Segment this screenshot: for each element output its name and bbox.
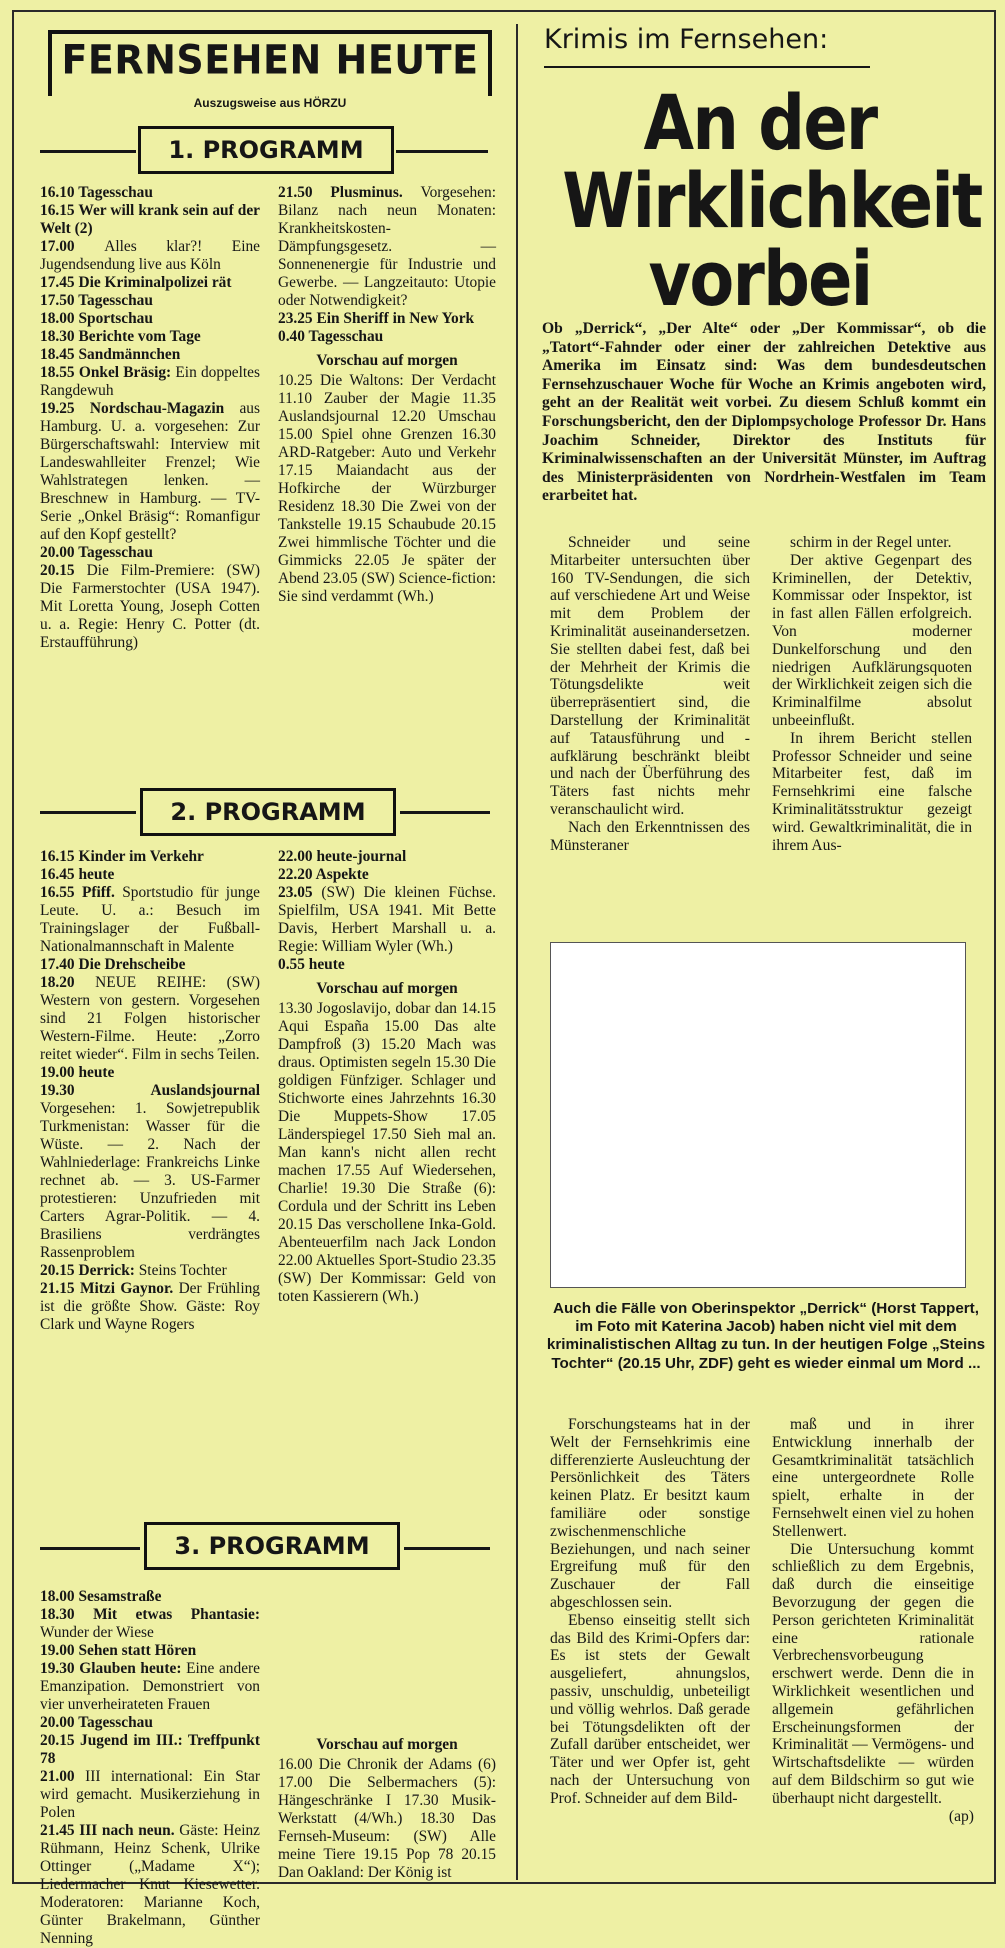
entry-time: 18.00 xyxy=(40,310,79,327)
entry-title: Pfiff. xyxy=(81,884,123,901)
program-entry xyxy=(278,884,496,956)
program-entry xyxy=(278,956,496,974)
entry-title: Wer will krank sein auf der Welt (2) xyxy=(40,202,260,237)
entry-time: 20.00 xyxy=(40,1714,79,1731)
entry-title: Glauben heute: xyxy=(79,1660,187,1677)
entry-title: heute xyxy=(308,956,345,973)
article-paragraph: Die Untersuchung kommt schließlich zu dem Ergebnis, daß durch die einseitige Bevorzugung der gegen die Person gerichteten Kriminalität eine rationale Verbrechensvorbeugung erschwert werde. Denn die in Wirklichkeit wesentlichen und allgemein gefährlichen Erscheinungsformen der Kriminalität — Vermögens- und Wirtschaftsdelikte — würden auf dem Bildschirm so gut wie überhaupt nicht dargestellt. xyxy=(772,1540,974,1807)
entry-title: Onkel Bräsig: xyxy=(78,364,176,381)
entry-title: Berichte vom Tage xyxy=(78,328,201,345)
program-entry xyxy=(40,184,260,202)
program-entry xyxy=(40,848,260,866)
entry-time: 21.00 xyxy=(40,1768,86,1785)
article-body-top-left xyxy=(550,534,750,854)
section-rule-left xyxy=(40,150,136,153)
program-entry xyxy=(40,1732,260,1768)
program-entry xyxy=(40,364,260,400)
article-paragraph: Nach den Erkenntnissen des Münsteraner xyxy=(550,818,750,854)
entry-description: NEUE REIHE: (SW) Western von gestern. Vorgesehen sind 21 Folgen historischer Western-Filme. Heute: „Zorro reitet wieder“. Film in sechs Teilen. xyxy=(40,974,260,1063)
program-entry xyxy=(40,1714,260,1732)
program-entry xyxy=(40,274,260,292)
program-entry xyxy=(40,292,260,310)
program-entry xyxy=(278,848,496,866)
entry-title: Jugend im III.: Treffpunkt 78 xyxy=(40,1732,260,1767)
program-entry xyxy=(40,884,260,956)
program-entry xyxy=(278,184,496,310)
article-paragraph: In ihrem Bericht stellen Professor Schneider und seine Mitarbeiter fest, daß im Fernsehkrimi eine falsche Kriminalitätsstruktur gezeigt wird. Gewaltkriminalität, die in ihrem Aus- xyxy=(772,729,972,854)
entry-time: 16.10 xyxy=(40,184,79,201)
program-entry xyxy=(40,1606,260,1642)
program-entry xyxy=(40,544,260,562)
program-entry xyxy=(40,202,260,238)
entry-time: 16.15 xyxy=(40,848,79,865)
entry-description: Die Film-Premiere: (SW) Die Farmerstochter (USA 1947). Mit Loretta Young, Joseph Cotten u. a. Regie: Henry C. Potter (dt. Erstaufführung) xyxy=(40,562,260,651)
program-entry xyxy=(40,866,260,884)
program-entry xyxy=(40,1064,260,1082)
entry-time: 19.30 xyxy=(40,1082,151,1099)
entry-time: 17.00 xyxy=(40,238,105,255)
entry-title: Sandmännchen xyxy=(78,346,181,363)
article-paragraph: Der aktive Gegenpart des Kriminellen, der Detektiv, Kommissar oder Inspektor, ist in fast allen Fällen erfolgreich. Von moderner Dunkelforschung und den niedrigen Aufklärungsquoten der Wirklichkeit zeigen sich die Kriminalfilme absolut unbeeinflußt. xyxy=(772,551,972,729)
entry-description: Sportstudio für junge Leute. U. a.: Besuch im Trainingslager der Fußball-Nationalmannschaft in Malente xyxy=(40,884,260,955)
section-label-1: 1. PROGRAMM xyxy=(138,126,394,174)
preview-heading: Vorschau auf morgen xyxy=(316,980,458,997)
entry-time: 23.05 xyxy=(278,884,322,901)
section-rule-right xyxy=(400,811,490,814)
entry-title: Tagesschau xyxy=(78,292,153,309)
program-2-column-1 xyxy=(40,848,260,1334)
article-lead: Ob „Derrick“, „Der Alte“ oder „Der Kommissar“, ob die „Tatort“-Fahnder oder einer der zahlreichen Detektive aus Amerika im Einsatz sind: Was dem bundesdeutschen Fernsehzuschauer Woche für Woche an Krimis angeboten wird, geht an der Realität weit vorbei. Zu diesem Schluß kommt ein Forschungsbericht, den der Diplompsychologe Professor Dr. Hans Joachim Schneider, Direktor des Instituts für Kriminalwissenschaften an der Universität Münster, im Auftrag des Ministerpräsidenten von Nordrhein-Westfalen im Team erarbeitet hat. xyxy=(542,320,986,505)
article-paragraph: schirm in der Regel unter. xyxy=(790,534,952,551)
entry-time: 19.25 xyxy=(40,400,90,417)
program-1-column-2 xyxy=(278,184,496,606)
preview-text: 16.00 Die Chronik der Adams (6) 17.00 Die Selbermachers (5): Hängeschränke I 17.30 Musik-Werkstatt (4/Wh.) 18.30 Das Fernseh-Museum: (SW) Alle meine Tiere 19.15 Pop 78 20.15 Dan Oakland: Der König ist xyxy=(278,1756,496,1881)
program-entry xyxy=(278,328,496,346)
article-body-bottom-right xyxy=(772,1416,974,1825)
section-label-3: 3. PROGRAMM xyxy=(144,1522,400,1570)
kicker-rule xyxy=(544,66,870,68)
entry-time: 18.55 xyxy=(40,364,79,381)
entry-title: III nach neun. xyxy=(79,1822,180,1839)
entry-description: aus Hamburg. U. a. vorgesehen: Zur Bürgerschaftswahl: Interview mit Landeswahlleiter Frenzel; Wie Wahlstrategen lenken. — Breschnew in Hamburg. — TV-Serie „Onkel Bräsig“: Romanfigur auf den Kopf gestellt? xyxy=(40,400,260,543)
preview-heading: Vorschau auf morgen xyxy=(316,1736,458,1753)
article-paragraph: Ebenso einseitig stellt sich das Bild des Krimi-Opfers dar: Es ist stets der Gewalt ausgeliefert, ahnungslos, passiv, unschuldig, unbeteiligt und völlig wehrlos. Daß gerade bei Tötungsdelikten oft der Zufall darüber entscheidet, wer Täter und wer Opfer ist, geht nach der Untersuchung von Prof. Schneider auf dem Bild- xyxy=(550,1611,750,1807)
program-1-entries xyxy=(278,184,496,346)
tv-header-subtitle: Auszugsweise aus HÖRZU xyxy=(193,96,347,110)
entry-time: 17.50 xyxy=(40,292,79,309)
entry-description: Der Frühling ist die größte Show. Gäste: Roy Clark und Wayne Rogers xyxy=(40,1280,260,1333)
photo-caption: Auch die Fälle von Oberinspektor „Derrick“ (Horst Tappert, im Foto mit Katerina Jacob) haben nicht viel mit dem kriminalistischen Alltag zu tun. In der heutigen Folge „Steins Tochter“ (20.15 Uhr, ZDF) geht es wieder einmal um Mord ... xyxy=(546,1300,986,1372)
section-label-2: 2. PROGRAMM xyxy=(140,788,396,836)
entry-title: Kinder im Verkehr xyxy=(78,848,204,865)
entry-description: Wunder der Wiese xyxy=(40,1624,154,1641)
entry-description: Eine andere Emanzipation. Demonstriert von vier unverheirateten Frauen xyxy=(40,1660,260,1713)
entry-time: 17.40 xyxy=(40,956,79,973)
program-entry xyxy=(40,1822,260,1948)
program-3-column-2 xyxy=(278,1736,496,1882)
program-entry xyxy=(40,328,260,346)
program-1-column-1 xyxy=(40,184,260,652)
entry-title: Mitzi Gaynor. xyxy=(79,1280,179,1297)
entry-title: Nordschau-Magazin xyxy=(89,400,240,417)
entry-time: 0.55 xyxy=(278,956,309,973)
entry-title: Sesamstraße xyxy=(78,1588,162,1605)
entry-time: 17.45 xyxy=(40,274,79,291)
entry-time: 21.50 xyxy=(278,184,331,201)
entry-title: heute-journal xyxy=(316,848,407,865)
program-entry xyxy=(40,974,260,1064)
entry-title: Sehen statt Hören xyxy=(78,1642,197,1659)
entry-title: Ein Sheriff in New York xyxy=(316,310,475,327)
entry-title: Mit etwas Phantasie: xyxy=(93,1606,260,1623)
entry-time: 18.30 xyxy=(40,328,79,345)
program-3-column-1 xyxy=(40,1588,260,1948)
preview-text: 13.30 Jogoslavijo, dobar dan 14.15 Aqui España 15.00 Das alte Dampfroß (3) 15.20 Mach was draus. Optimisten segeln 15.30 Die goldigen Fünfziger. Schlager und Stichworte eines Jahrzehnts 16.30 Die Muppets-Show 17.05 Länderspiegel 17.50 Sieh mal an. Man kann's nicht allen recht machen 17.55 Auf Wiedersehen, Charlie! 19.30 Die Straße (6): Cordula und der Schritt ins Leben 20.15 Das verschollene Inka-Gold. Abenteuerfilm nach Jack London 22.00 Aktuelles Sport-Studio 23.35 (SW) Der Kommissar: Geld von toten Kassierern (Wh.) xyxy=(278,1000,496,1305)
entry-time: 18.20 xyxy=(40,974,96,991)
article-paragraph: maß und in ihrer Entwicklung innerhalb der Gesamtkriminalität tatsächlich eine untergeordnete Rolle spielt, erhalte in der Fernsehwelt einen viel zu hohen Stellenwert. xyxy=(772,1416,974,1540)
entry-time: 18.00 xyxy=(40,1588,79,1605)
entry-time: 16.15 xyxy=(40,202,79,219)
entry-title: Sportschau xyxy=(78,310,153,327)
entry-time: 22.00 xyxy=(278,848,317,865)
program-entry xyxy=(40,562,260,652)
program-entry xyxy=(40,1642,260,1660)
program-entry xyxy=(40,1588,260,1606)
entry-description: Vorgesehen: Bilanz nach neun Monaten: Krankheitskosten-Dämpfungsgesetz. — Sonnenenergie für Industrie und Gewerbe. — Langzeitauto: Utopie oder Notwendigkeit? xyxy=(278,184,496,309)
entry-title: Die Kriminalpolizei rät xyxy=(78,274,232,291)
entry-time: 19.30 xyxy=(40,1660,80,1677)
program-entry xyxy=(40,310,260,328)
program-entry xyxy=(40,1660,260,1714)
entry-title: Aspekte xyxy=(315,866,369,883)
program-entry xyxy=(40,400,260,544)
program-entry xyxy=(40,1082,260,1262)
entry-description: (SW) Die kleinen Füchse. Spielfilm, USA 1941. Mit Bette Davis, Herbert Marshall u. a. Regie: William Wyler (Wh.) xyxy=(278,884,496,955)
entry-time: 20.00 xyxy=(40,544,79,561)
entry-title: Tagesschau xyxy=(78,544,153,561)
entry-title: Plusminus. xyxy=(330,184,421,201)
entry-title: Die Drehscheibe xyxy=(78,956,186,973)
entry-title: heute xyxy=(78,866,115,883)
article-byline: (ap) xyxy=(948,1807,974,1825)
section-rule-right xyxy=(396,150,488,153)
entry-title: Auslandsjournal xyxy=(150,1082,260,1099)
article-kicker: Krimis im Fernsehen: xyxy=(544,24,829,55)
program-entry xyxy=(40,1262,260,1280)
entry-description: Ein doppeltes Rangdewuh xyxy=(40,364,260,399)
entry-time: 16.45 xyxy=(40,866,79,883)
entry-description: Gäste: Heinz Rühmann, Heinz Schenk, Ulrike Ottinger („Madame X“); Liedermacher Knut Kiesewetter. Moderatoren: Marianne Koch, Günter Brakelmann, Günther Nenning xyxy=(40,1822,260,1947)
article-paragraph: Forschungsteams hat in der Welt der Fernsehkrimis eine differenzierte Ausleuchtung der Persönlichkeit des Täters keinen Platz. Er besitzt kaum familiäre oder sonstige zwischenmenschliche Beziehungen, und nach seiner Ergreifung muß für den Zuschauer der Fall abgeschlossen sein. xyxy=(550,1416,750,1611)
entry-time: 21.45 xyxy=(40,1822,80,1839)
entry-description: Alles klar?! Eine Jugendsendung live aus Köln xyxy=(40,238,260,273)
entry-time: 19.00 xyxy=(40,1064,79,1081)
entry-time: 0.40 xyxy=(278,328,309,345)
article-paragraph: Schneider und seine Mitarbeiter untersuchten über 160 TV-Sendungen, die sich auf verschiedene Art und Weise mit dem Problem der Kriminalität auseinandersetzen. Sie stellten dabei fest, daß bei der Mehrheit der Krimis die Tötungsdelikte weit überrepräsentiert sind, die Darstellung der Kriminalität auf Tatausführung und -aufklärung beschränkt bleibt und nach der Überführung des Täters fast nichts mehr veranschaulicht wird. xyxy=(550,534,750,818)
program-entry xyxy=(40,1768,260,1822)
entry-time: 16.55 xyxy=(40,884,82,901)
entry-description: Vorgesehen: 1. Sowjetrepublik Turkmenistan: Wasser für die Wüste. — 2. Nach der Wahlniederlage: Frankreichs Linke rechnet ab. — 3. US-Farmer protestieren: Unzufrieden mit Carters Agrar-Politik. — 4. Brasiliens verdrängtes Rassenproblem xyxy=(40,1100,260,1261)
entry-time: 20.15 xyxy=(40,1262,79,1279)
article-body-bottom-left xyxy=(550,1416,750,1808)
program-entry xyxy=(40,1280,260,1334)
article-headline: An der Wirklichkeit vorbei xyxy=(562,78,982,323)
entry-title: Tagesschau xyxy=(308,328,384,345)
entry-title: heute xyxy=(78,1064,115,1081)
tv-header-title: FERNSEHEN HEUTE xyxy=(61,36,479,84)
entry-title: Derrick: xyxy=(78,1262,139,1279)
entry-time: 23.25 xyxy=(278,310,317,327)
article-body-top-right xyxy=(772,534,972,854)
entry-time: 20.15 xyxy=(40,562,87,579)
entry-time: 22.20 xyxy=(278,866,316,883)
entry-title: Tagesschau xyxy=(78,1714,153,1731)
program-entry xyxy=(278,310,496,328)
preview-text: 10.25 Die Waltons: Der Verdacht 11.10 Zauber der Magie 11.35 Auslandsjournal 12.20 Umschau 15.00 Spiel ohne Grenzen 16.30 ARD-Ratgeber: Auto und Verkehr 17.15 Maiandacht aus der Hofkirche der Würzburger Residenz 18.30 Die Zwei von der Tankstelle 19.15 Schaubude 20.15 Zwei himmlische Töchter und die Gimmicks 22.05 Je später der Abend 23.05 (SW) Science-fiction: Sie sind verdammt (Wh.) xyxy=(278,372,496,605)
section-rule-right xyxy=(404,1547,490,1550)
program-2-column-2 xyxy=(278,848,496,1306)
section-rule-left xyxy=(40,811,136,814)
program-entry xyxy=(40,238,260,274)
entry-description: Steins Tochter xyxy=(138,1262,227,1279)
entry-time: 18.30 xyxy=(40,1606,94,1623)
entry-time: 19.00 xyxy=(40,1642,79,1659)
program-entry xyxy=(40,956,260,974)
entry-description: III international: Ein Star wird gemacht. Musikerziehung in Polen xyxy=(40,1768,260,1821)
program-entry xyxy=(40,346,260,364)
program-entry xyxy=(278,866,496,884)
entry-title: Tagesschau xyxy=(78,184,153,201)
entry-time: 18.45 xyxy=(40,346,79,363)
column-divider xyxy=(516,24,518,1880)
section-rule-left xyxy=(40,1547,140,1550)
entry-time: 21.15 xyxy=(40,1280,80,1297)
article-photo xyxy=(550,942,966,1288)
preview-heading: Vorschau auf morgen xyxy=(316,352,458,369)
program-2-entries xyxy=(278,848,496,974)
entry-time: 20.15 xyxy=(40,1732,81,1749)
